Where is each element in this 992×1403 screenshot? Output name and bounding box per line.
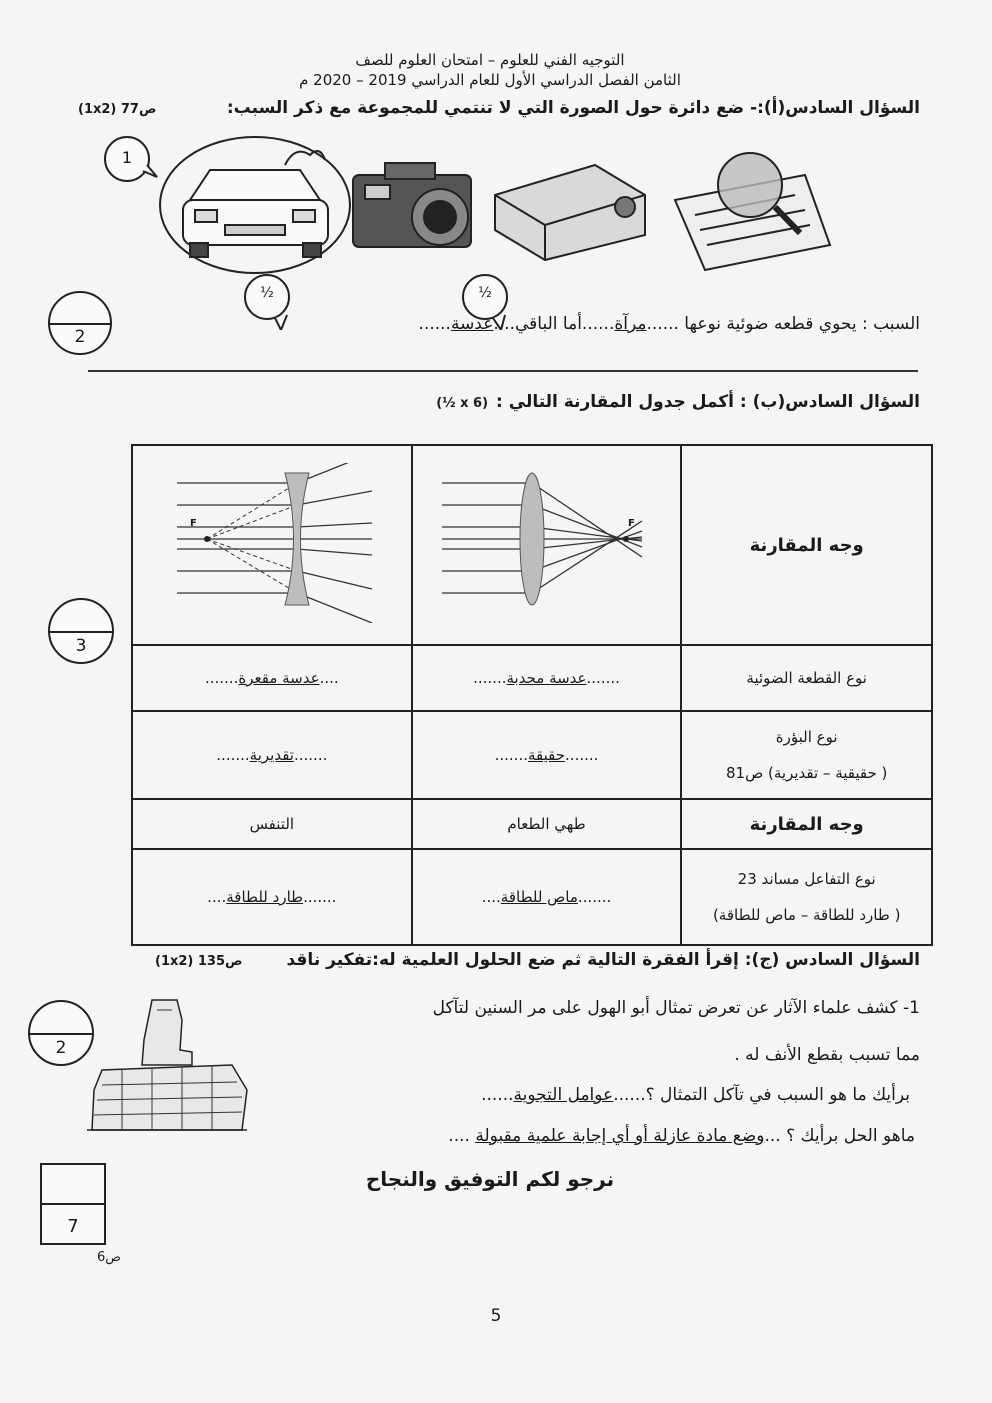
absorb: ماص للطاقة xyxy=(500,888,578,906)
q6a-reason xyxy=(270,314,920,334)
compare-head-cell xyxy=(681,445,932,645)
q2-prefix: ماهو الحل برأيك ؟ ... xyxy=(764,1126,915,1146)
total-score: 7 xyxy=(67,1216,79,1237)
convex-lens-svg xyxy=(432,463,662,623)
q6c-title-row xyxy=(155,950,920,970)
cooking: طهي الطعام xyxy=(507,815,586,833)
header-line2: الثامن الفصل الدراسي الأول للعام الدراسي 2019 – 2020 م xyxy=(299,71,681,89)
reaction-hint: ( طارد للطاقة – ماص للطاقة) xyxy=(712,906,901,924)
q6a-score-circle xyxy=(48,291,112,355)
q6c-para2: مما تسبب بقطع الأنف له . xyxy=(734,1045,920,1065)
q1-end: ...... xyxy=(481,1085,514,1105)
q6b-score-circle xyxy=(48,598,114,664)
q6b-title-row xyxy=(410,392,920,412)
q1-answer: عوامل التجوية xyxy=(513,1085,614,1105)
cooking-cell xyxy=(412,799,682,849)
q2-end: .... xyxy=(448,1126,476,1146)
q6c-para1: 1- كشف علماء الآثار عن تعرض تمثال أبو الهول على مر السنين لتآكل xyxy=(432,998,920,1018)
concave-lens-diagram xyxy=(132,445,412,645)
release-cell: .......طارد للطاقة.... xyxy=(132,849,412,945)
magnifier-image xyxy=(675,153,830,270)
lens-concave: عدسة مقعرة xyxy=(238,669,320,687)
focus-label-convex: F xyxy=(628,518,635,529)
total-divider xyxy=(42,1203,104,1205)
q6a-marks: (1x2) ص77 xyxy=(78,102,157,117)
q6c-question1 xyxy=(270,1085,910,1105)
reason-prefix: السبب : يحوي قطعه ضوئية نوعها ...... xyxy=(646,314,920,334)
lens-type-label: نوع القطعة الضوئية xyxy=(746,669,867,687)
q6c-title: السؤال السادس (ج): إقرأ الفقرة التالية ثم ضع الحلول العلمية له:تفكير ناقد xyxy=(286,950,920,970)
q6c-score: 2 xyxy=(55,1038,67,1058)
reason-mid: ......أما الباقي.... xyxy=(493,314,615,334)
q6b-score: 3 xyxy=(75,636,87,656)
q6b-title: السؤال السادس(ب) : أكمل جدول المقارنة التالي : xyxy=(496,392,920,412)
lens-convex-cell: .......عدسة محدبة....... xyxy=(412,645,682,711)
lens-type-label-cell xyxy=(681,645,932,711)
focus-real-cell: .......حقيقة....... xyxy=(412,711,682,799)
divider xyxy=(88,370,918,372)
comparison-table xyxy=(131,444,933,946)
q6b-marks: (½ x 6) xyxy=(436,396,489,411)
lens-convex: عدسة محدبة xyxy=(506,669,587,687)
table-row xyxy=(132,445,932,645)
q6c-question2 xyxy=(270,1126,915,1146)
release: طارد للطاقة xyxy=(226,888,304,906)
exam-header xyxy=(140,50,840,90)
focus-type-label: نوع البؤرة xyxy=(775,728,838,746)
callout-half-1-label: ½ xyxy=(260,285,274,301)
q6a-title: السؤال السادس(أ):- ضع دائرة حول الصورة التي لا تنتمي للمجموعة مع ذكر السبب: xyxy=(226,98,920,118)
focus-virtual: تقديرية xyxy=(249,746,294,764)
convex-lens-diagram xyxy=(412,445,682,645)
camera-image xyxy=(353,163,471,247)
reaction-label: نوع التفاعل مساند 23 xyxy=(737,870,876,888)
compare-head2-cell xyxy=(681,799,932,849)
projector-image xyxy=(495,165,645,260)
q6c-marks: (1x2) ص135 xyxy=(155,954,243,969)
compare-head2: وجه المقارنة xyxy=(749,813,864,835)
table-row xyxy=(132,645,932,711)
focus-virtual-cell: .......تقديرية....... xyxy=(132,711,412,799)
lens-concave-cell: ....عدسة مقعرة....... xyxy=(132,645,412,711)
closing-text: نرجو لكم التوفيق والنجاح xyxy=(365,1167,615,1191)
callout-1-label: 1 xyxy=(121,148,133,167)
q2-answer: وضع مادة عازلة أو أي إجابة علمية مقبولة xyxy=(475,1126,765,1146)
reason-answer-mirror: مرآة xyxy=(614,314,647,334)
focus-type-label-cell xyxy=(681,711,932,799)
sphinx-image xyxy=(82,990,252,1135)
q6a-score: 2 xyxy=(74,327,86,347)
q1-prefix: برأيك ما هو السبب في تآكل التمثال ؟...... xyxy=(613,1085,910,1105)
concave-lens-svg xyxy=(157,463,387,623)
compare-head: وجه المقارنة xyxy=(749,534,864,556)
header-line1: التوجيه الفني للعلوم – امتحان العلوم للصف xyxy=(355,51,625,69)
q6a-title-row xyxy=(78,98,920,118)
focus-real: حقيقة xyxy=(528,746,566,764)
breathing: التنفس xyxy=(249,815,295,833)
table-row xyxy=(132,799,932,849)
reaction-label-cell xyxy=(681,849,932,945)
reason-answer-lens: عدسة xyxy=(450,314,494,334)
reason-end: ...... xyxy=(418,314,451,334)
focus-type-hint: ( حقيقية – تقديرية) ص81 xyxy=(726,764,888,782)
breathing-cell xyxy=(132,799,412,849)
focus-label-concave: F xyxy=(190,518,197,529)
callout-half-2-label: ½ xyxy=(478,285,492,301)
car-image xyxy=(183,151,328,257)
total-score-box xyxy=(40,1163,106,1245)
table-row xyxy=(132,849,932,945)
page-ref: ص6 xyxy=(97,1250,121,1265)
absorb-cell: .......ماص للطاقة.... xyxy=(412,849,682,945)
table-row xyxy=(132,711,932,799)
page-number: 5 xyxy=(490,1306,502,1326)
